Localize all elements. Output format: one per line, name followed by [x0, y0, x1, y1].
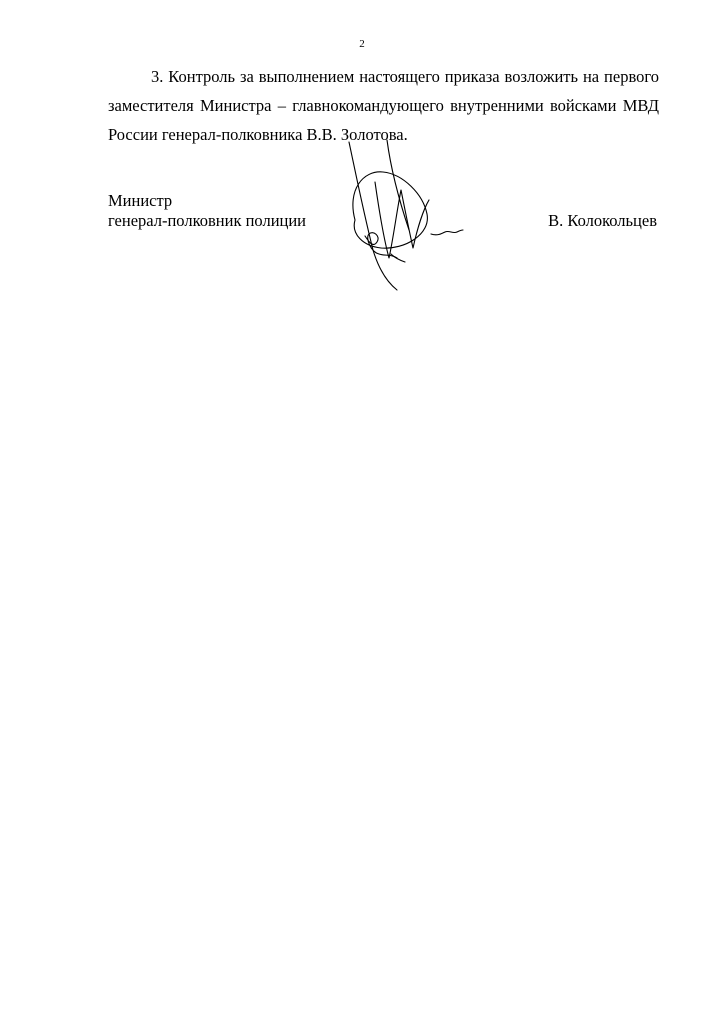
signatory-title: Министр: [108, 191, 173, 210]
paragraph-3: 3. Контроль за выполнением настоящего приказа возложить на первого заместителя Министра – главнокомандующего внутренними войсками МВД России генерал-полковника В.В. Золотова.: [108, 67, 659, 144]
page-number: 2: [359, 38, 365, 50]
signatory-rank: генерал-полковник полиции: [108, 211, 307, 230]
signatory-name: В. Колокольцев: [548, 211, 657, 230]
handwritten-signature: [335, 130, 475, 300]
